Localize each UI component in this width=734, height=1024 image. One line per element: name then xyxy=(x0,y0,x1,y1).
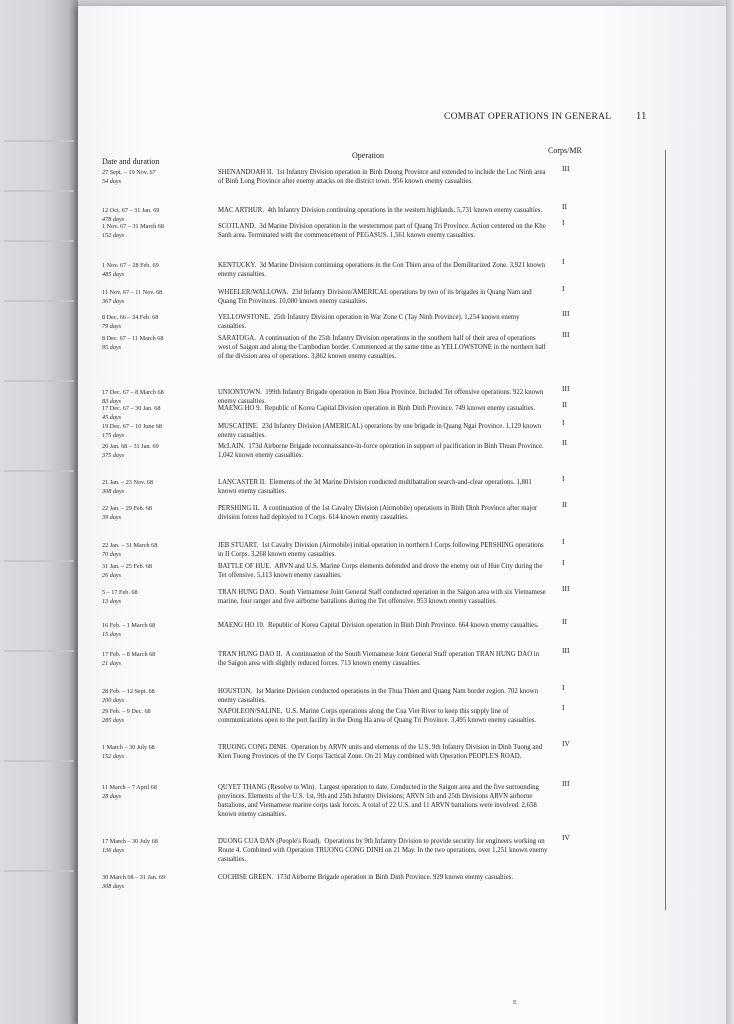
operation-date xyxy=(102,442,212,460)
operation-text: 1st Marine Division conducted operations in the Thua Thien and Quang Nam border region. 702 known enemy casualties. xyxy=(218,688,538,704)
duration: 21 days xyxy=(102,660,122,667)
operation-date xyxy=(102,743,212,761)
operation-description xyxy=(218,707,548,725)
operation-date xyxy=(102,313,212,331)
operation-name: PERSHING II. xyxy=(218,505,260,512)
duration: 83 days xyxy=(102,398,122,405)
corps-region: I xyxy=(562,257,565,266)
operation-text: Republic of Korea Capital Division operation in Binh Dinh Province. 749 known enemy casualties. xyxy=(264,405,536,412)
operation-text: Operation by ARVN units and elements of the U.S. 9th Infantry Division in Dinh Tuong and Kien Tuong Provinces of the IV Corps Tactical Zone. On 21 May combined with Operation PEOPLE'S ROAD. xyxy=(218,744,543,760)
page-number: 11 xyxy=(636,111,647,122)
duration: 485 days xyxy=(102,271,125,278)
corps-region: III xyxy=(562,330,570,339)
operation-description xyxy=(218,541,548,559)
corps-region: III xyxy=(562,584,570,593)
corps-region: I xyxy=(562,474,565,483)
date-range: 17 Dec. 67 – 8 March 68 xyxy=(102,389,164,396)
corps-region: II xyxy=(562,400,567,409)
operation-description xyxy=(218,334,548,361)
duration: 308 days xyxy=(102,488,125,495)
date-range: 8 Dec. 66 – 24 Feb. 68 xyxy=(102,314,159,321)
operation-text: A continuation of the 25th Infantry Division operations in the southern half of their area of operations west of Saigon and along the Cambodian border. Commenced at the same time as YELLOWSTONE in the northern half of the division area of operations. 3,862 known enemy casualties. xyxy=(218,335,546,360)
operation-date xyxy=(102,261,212,279)
operation-date xyxy=(102,288,212,306)
corps-region: I xyxy=(562,284,565,293)
date-range: 30 March 68 – 31 Jan. 69 xyxy=(102,874,166,881)
operation-name: HOUSTON. xyxy=(218,688,253,695)
operation-description xyxy=(218,442,548,460)
date-range: 21 Jan. – 23 Nov. 68 xyxy=(102,479,153,486)
date-range: 11 March – 7 April 68 xyxy=(102,784,157,791)
duration: 478 days xyxy=(102,216,125,223)
running-header xyxy=(444,112,664,122)
operation-name: KENTUCKY. xyxy=(218,262,257,269)
operation-text: U.S. Marine Corps operations along the Cua Viet River to keep this supply line of communications open to the port facility in the Dong Ha area of Quang Tri Province. 3,495 known enemy casualties. xyxy=(218,708,537,724)
footer-mark: E xyxy=(513,1000,517,1006)
operation-description xyxy=(218,743,548,761)
date-range: 17 March – 30 July 68 xyxy=(102,838,158,845)
operation-name: COCHISE GREEN. xyxy=(218,874,274,881)
operation-date xyxy=(102,650,212,668)
operation-name: JEB STUART. xyxy=(218,542,259,549)
operation-description xyxy=(218,313,548,331)
operation-text: 1st Infantry Division operation in Binh Duong Province and extended to include the Loc Ninh area of Binh Long Province after enemy attacks on the district town. 956 known enemy casualties. xyxy=(218,169,546,185)
corps-region: II xyxy=(562,202,567,211)
duration: 152 days xyxy=(102,232,125,239)
date-range: 8 Dec. 67 – 11 March 68 xyxy=(102,335,164,342)
operation-text: A continuation of the 1st Cavalry Division (Airmobile) operations in Binh Dinh Province after major division forces had deployed to I Corps. 614 known enemy casualties. xyxy=(218,505,538,521)
operation-text: 3d Marine Division continuing operations in the Con Thien area of the Demilitarized Zone. 3,921 known enemy casualties. xyxy=(218,262,546,278)
corps-region: III xyxy=(562,384,570,393)
date-range: 22 Jan. – 29 Feb. 68 xyxy=(102,505,153,512)
date-range: 12 Oct. 67 – 31 Jan. 69 xyxy=(102,207,160,214)
duration: 15 days xyxy=(102,631,122,638)
corps-region: III xyxy=(562,164,570,173)
corps-region: II xyxy=(562,438,567,447)
operation-name: UNIONTOWN. xyxy=(218,389,262,396)
left-page-edge xyxy=(0,0,78,1024)
operation-date xyxy=(102,222,212,240)
operation-text: Operations by 9th Infantry Division to provide security for engineers working on Route 4. Combined with Operation TRUONG CONG DINH on 21 May. In the two operations, over 1,251 known enemy casualties. xyxy=(218,838,548,863)
operation-name: WHEELER/WALLOWA. xyxy=(218,289,289,296)
operation-description xyxy=(218,206,548,215)
duration: 367 days xyxy=(102,298,125,305)
operation-name: LANCASTER II. xyxy=(218,479,266,486)
operation-name: DUONG CUA DAN (People's Road). xyxy=(218,838,321,845)
operation-description xyxy=(218,422,548,440)
corps-region: I xyxy=(562,218,565,227)
operation-date xyxy=(102,621,212,639)
duration: 95 days xyxy=(102,344,122,351)
date-range: 16 Feb. – 1 March 68 xyxy=(102,622,156,629)
date-range: 1 March – 30 July 68 xyxy=(102,744,155,751)
date-range: 17 Feb. – 8 March 68 xyxy=(102,651,156,658)
duration: 152 days xyxy=(102,753,125,760)
operation-name: BATTLE OF HUE. xyxy=(218,563,272,570)
duration: 136 days xyxy=(102,847,125,854)
operation-text: 23d Infantry Division (AMERICAL) operations by one brigade in Quang Ngai Province. 1,129 known enemy casualties. xyxy=(218,423,542,439)
operation-text: 23d Infantry Division/AMERICAL operations by two of its brigades in Quang Nam and Quang Tin Provinces. 10,000 known enemy casualties. xyxy=(218,289,532,305)
duration: 79 days xyxy=(102,323,122,330)
operation-date xyxy=(102,478,212,496)
operation-description xyxy=(218,261,548,279)
operation-description xyxy=(218,588,548,606)
operation-description xyxy=(218,504,548,522)
corps-region: I xyxy=(562,703,565,712)
operation-name: SARATOGA. xyxy=(218,335,256,342)
operation-text: 199th Infantry Brigade operation in Bien Hoa Province. Included Tet offensive operations. 922 known enemy casualties. xyxy=(218,389,544,405)
duration: 375 days xyxy=(102,452,125,459)
corps-region: II xyxy=(562,500,567,509)
operation-name: YELLOWSTONE. xyxy=(218,314,271,321)
corps-region: I xyxy=(562,558,565,567)
corps-region: III xyxy=(562,646,570,655)
operation-name: QUYET THANG (Resolve to Win). xyxy=(218,784,317,791)
operation-text: 25th Infantry Division operation in War Zone C (Tay Ninh Province). 1,254 known enemy casualties. xyxy=(218,314,520,330)
operation-description xyxy=(218,168,548,186)
operation-description xyxy=(218,687,548,705)
operation-date xyxy=(102,588,212,606)
operation-text: A continuation of the South Vietnamese Joint General Staff operation TRAN HUNG DAO in the Saigon area with slightly reduced forces. 713 known enemy casualties. xyxy=(218,651,540,667)
operation-date xyxy=(102,541,212,559)
operation-date xyxy=(102,334,212,352)
duration: 13 days xyxy=(102,598,122,605)
operation-date xyxy=(102,404,212,422)
duration: 200 days xyxy=(102,697,125,704)
operation-name: SCOTLAND. xyxy=(218,223,256,230)
operation-description xyxy=(218,222,548,240)
operation-name: TRUONG CONG DINH. xyxy=(218,744,288,751)
date-range: 27 Sept. – 19 Nov. 67 xyxy=(102,169,156,176)
date-range: 22 Jan. – 31 March 68 xyxy=(102,542,158,549)
operation-description xyxy=(218,621,548,630)
duration: 45 days xyxy=(102,414,122,421)
operation-name: TRAN HUNG DAO. xyxy=(218,589,276,596)
operation-date xyxy=(102,873,212,891)
corps-region: III xyxy=(562,779,570,788)
operation-date xyxy=(102,168,212,186)
operation-name: McLAIN. xyxy=(218,443,245,450)
operation-date xyxy=(102,422,212,440)
operation-name: MAENG HO 10. xyxy=(218,622,265,629)
operation-text: South Vietnamese Joint General Staff conducted operation in the Saigon area with six Vietnamese marine, four ranger and five airborne battalions during the Tet offensive. 953 known enemy casualties. xyxy=(218,589,546,605)
duration: 70 days xyxy=(102,551,122,558)
duration: 28 days xyxy=(102,793,122,800)
corps-region: III xyxy=(562,309,570,318)
column-header-corps: Corps/MR xyxy=(548,146,582,155)
operation-name: NAPOLEON/SALINE. xyxy=(218,708,283,715)
operation-text: 4th Infantry Division continuing operations in the western highlands. 5,731 known enemy casualties. xyxy=(267,207,543,214)
corps-region: IV xyxy=(562,833,570,842)
operation-name: TRAN HUNG DAO II. xyxy=(218,651,283,658)
operation-description xyxy=(218,650,548,668)
date-range: 17 Dec. 67 – 30 Jan. 68 xyxy=(102,405,161,412)
operation-description xyxy=(218,478,548,496)
date-range: 28 Feb. – 12 Sept. 68 xyxy=(102,688,155,695)
operation-description xyxy=(218,873,548,882)
operation-text: 1st Cavalry Division (Airmobile) initial operation in northern I Corps following PERSHING operations in II Corps. 3,268 known enemy casualties. xyxy=(218,542,544,558)
operation-name: MUSCATINE. xyxy=(218,423,259,430)
date-range: 20 Jan. 68 – 31 Jan. 69 xyxy=(102,443,159,450)
date-range: 5 – 17 Feb. 68 xyxy=(102,589,138,596)
operation-description xyxy=(218,837,548,864)
duration: 285 days xyxy=(102,717,125,724)
duration: 175 days xyxy=(102,432,125,439)
operation-text: ARVN and U.S. Marine Corps elements defended and drove the enemy out of Hue City during the Tet offensive. 5,113 known enemy casualties. xyxy=(218,563,543,579)
duration: 54 days xyxy=(102,178,122,185)
operation-description xyxy=(218,404,548,413)
operation-description xyxy=(218,288,548,306)
corps-region: I xyxy=(562,683,565,692)
corps-region: II xyxy=(562,617,567,626)
section-title: COMBAT OPERATIONS IN GENERAL xyxy=(444,112,612,122)
operation-name: SHENANDOAH II. xyxy=(218,169,274,176)
date-range: 31 Jan. – 25 Feb. 68 xyxy=(102,563,153,570)
date-range: 1 Nov. 67 – 28 Feb. 69 xyxy=(102,262,159,269)
operation-date xyxy=(102,837,212,855)
operation-text: 3d Marine Division operation in the westernmost part of Quang Tri Province. Action centered on the Khe Sanh area. Terminated with the commencement of PEGASUS. 1,561 known enemy casualties. xyxy=(218,223,546,239)
operation-name: MAC ARTHUR. xyxy=(218,207,265,214)
column-header-date: Date and duration xyxy=(102,157,160,166)
duration: 26 days xyxy=(102,572,122,579)
operation-text: 173d Airborne Brigade operation in Binh Dinh Province. 929 known enemy casualties. xyxy=(276,874,514,881)
date-range: 1 Nov. 67 – 31 March 68 xyxy=(102,223,164,230)
date-range: 11 Nov. 67 – 11 Nov. 68 xyxy=(102,289,163,296)
operation-date xyxy=(102,687,212,705)
corps-region: I xyxy=(562,537,565,546)
table-right-rule xyxy=(665,150,666,910)
operation-text: Largest operation to date. Conducted in the Saigon area and the five surrounding provinces. Elements of the U.S. 1st, 9th and 25th Infantry Divisions; ARVN 5th and 25th Divisions ARVN airborne battalions, and Vietnamese marine corps task forces. A total of 22 U.S. and 11 ARVN battalions were involved. 2,658 known enemy casualties. xyxy=(218,784,539,818)
page-right-edge xyxy=(726,0,734,1024)
date-range: 29 Feb. – 9 Dec. 68 xyxy=(102,708,151,715)
corps-region: I xyxy=(562,418,565,427)
operation-description xyxy=(218,562,548,580)
operation-text: Republic of Korea Capital Division operation in Binh Dinh Province. 664 known enemy casualties. xyxy=(268,622,539,629)
operation-description xyxy=(218,783,548,819)
operation-date xyxy=(102,783,212,801)
column-header-operation: Operation xyxy=(352,151,384,160)
operation-date xyxy=(102,504,212,522)
operation-text: Elements of the 3d Marine Division conducted multibattalion search-and-clear operations. 1,801 known enemy casualties. xyxy=(218,479,532,495)
operation-date xyxy=(102,707,212,725)
operation-name: MAENG HO 9. xyxy=(218,405,262,412)
duration: 39 days xyxy=(102,514,122,521)
operation-date xyxy=(102,562,212,580)
corps-region: IV xyxy=(562,739,570,748)
duration: 308 days xyxy=(102,883,125,890)
date-range: 19 Dec. 67 – 10 June 68 xyxy=(102,423,162,430)
operation-text: 173d Airborne Brigade reconnaissance-in-force operation in support of pacification in Binh Thuan Province. 1,042 known enemy casualties. xyxy=(218,443,544,459)
